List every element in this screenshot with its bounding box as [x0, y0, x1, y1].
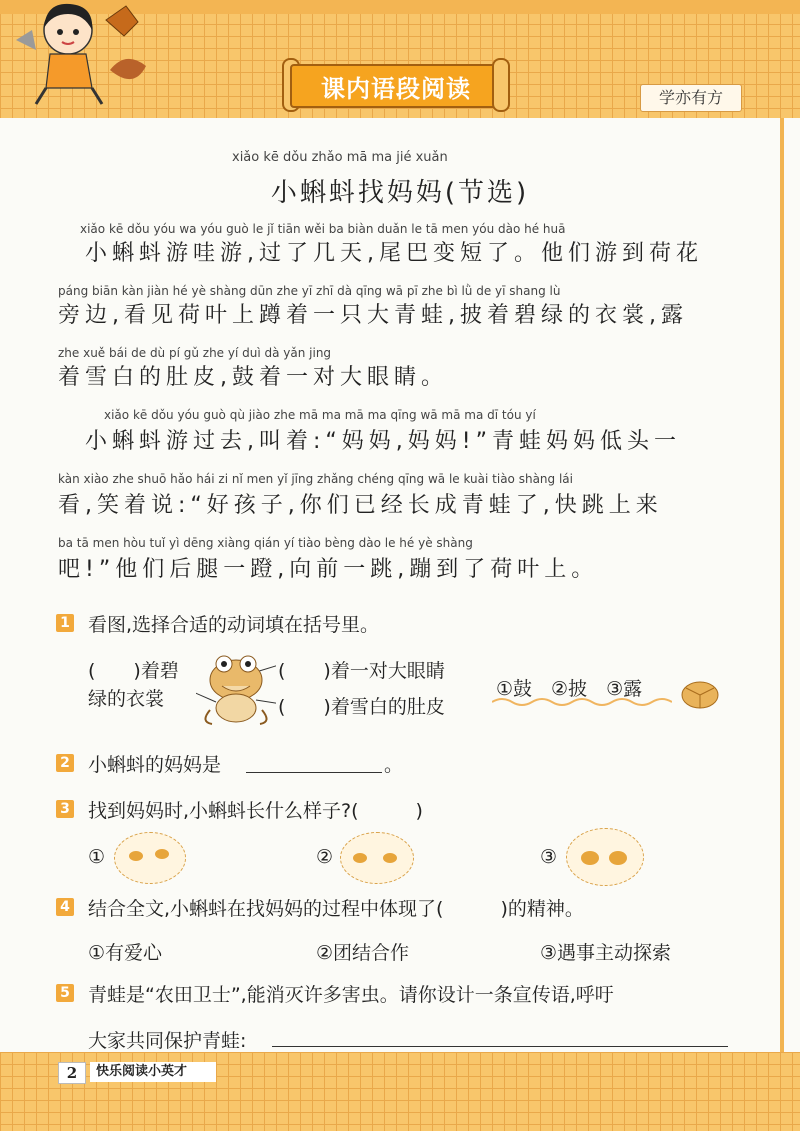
tadpole-image-2	[340, 832, 414, 884]
q1-options: ①鼓 ②披 ③露	[496, 678, 643, 700]
q5-answer-line[interactable]	[272, 1046, 728, 1047]
question-number-2: 2	[56, 754, 74, 772]
lotus-leaf-icon	[680, 680, 720, 710]
story-line-3: 着雪白的肚皮,鼓着一对大眼睛。	[58, 365, 448, 390]
question-3-text: 找到妈妈时,小蝌蚪长什么样子?( )	[88, 800, 423, 822]
tadpole-image-3	[566, 828, 644, 886]
q1-blank-c[interactable]: ( )着雪白的肚皮	[278, 696, 445, 718]
page-header	[0, 0, 800, 118]
scroll-right-end	[492, 58, 510, 112]
tadpole-image-1	[114, 832, 186, 884]
book-name: 快乐阅读小英才	[90, 1062, 216, 1082]
story-line-6: 吧!”他们后腿一蹬,向前一跳,蹦到了荷叶上。	[58, 557, 599, 582]
story-line-5: 看,笑着说:“好孩子,你们已经长成青蛙了,快跳上来	[58, 493, 663, 518]
q4-option-2[interactable]: ②团结合作	[316, 942, 410, 964]
q1-blank-a[interactable]: ( )着碧	[88, 660, 179, 682]
question-number-5: 5	[56, 984, 74, 1002]
question-number-4: 4	[56, 898, 74, 916]
q1-blank-b[interactable]: ( )着一对大眼睛	[278, 660, 445, 682]
story-line-4: 小蝌蚪游过去,叫着:“妈妈,妈妈!”青蛙妈妈低头一	[58, 429, 682, 454]
story-pinyin-5: kàn xiào zhe shuō hǎo hái zi nǐ men yǐ jīng zhǎng chéng qīng wā le kuài tiào shàng lái	[58, 472, 573, 486]
story-pinyin-4: xiǎo kē dǒu yóu guò qù jiào zhe mā ma mā ma qīng wā mā ma dī tóu yí	[104, 408, 536, 422]
q2-period: 。	[384, 754, 404, 776]
question-4-text: 结合全文,小蝌蚪在找妈妈的过程中体现了( )的精神。	[88, 898, 584, 920]
section-title: 课内语段阅读	[290, 64, 502, 108]
q3-option-1[interactable]: ①	[88, 846, 106, 868]
girl-illustration-icon	[6, 0, 156, 110]
wave-decoration-icon	[492, 696, 672, 708]
title-pinyin: xiǎo kē dǒu zhǎo mā ma jié xuǎn	[232, 150, 448, 165]
question-5-text: 青蛙是“农田卫士”,能消灭许多害虫。请你设计一条宣传语,呼吁	[88, 984, 614, 1006]
story-pinyin-6: ba tā men hòu tuǐ yì dēng xiàng qián yí tiào bèng dào le hé yè shàng	[58, 536, 473, 550]
story-pinyin-2: páng biān kàn jiàn hé yè shàng dūn zhe yī zhī dà qīng wā pī zhe bì lǜ de yī shang lù	[58, 284, 561, 298]
q4-option-3[interactable]: ③遇事主动探索	[540, 942, 672, 964]
question-1-text: 看图,选择合适的动词填在括号里。	[88, 614, 380, 636]
page-number: 2	[58, 1062, 86, 1084]
q4-option-1[interactable]: ①有爱心	[88, 942, 163, 964]
q3-option-2[interactable]: ②	[316, 846, 334, 868]
question-2-text: 小蝌蚪的妈妈是	[88, 754, 222, 776]
motto-badge: 学亦有方	[640, 84, 742, 112]
q1-blank-a-cont: 绿的衣裳	[88, 688, 165, 710]
story-pinyin-1: xiǎo kē dǒu yóu wa yóu guò le jǐ tiān wěi ba biàn duǎn le tā men yóu dào hé huā	[80, 222, 566, 236]
frog-icon	[196, 650, 276, 728]
story-line-1: 小蝌蚪游哇游,过了几天,尾巴变短了。他们游到荷花	[58, 241, 703, 266]
question-number-3: 3	[56, 800, 74, 818]
q3-option-3[interactable]: ③	[540, 846, 558, 868]
story-line-2: 旁边,看见荷叶上蹲着一只大青蛙,披着碧绿的衣裳,露	[58, 303, 688, 328]
q2-answer-line[interactable]	[246, 772, 382, 773]
story-title: 小蝌蚪找妈妈(节选)	[270, 178, 530, 208]
question-5-text-cont: 大家共同保护青蛙:	[88, 1030, 247, 1052]
question-number-1: 1	[56, 614, 74, 632]
story-pinyin-3: zhe xuě bái de dù pí gǔ zhe yí duì dà yǎn jing	[58, 346, 332, 360]
